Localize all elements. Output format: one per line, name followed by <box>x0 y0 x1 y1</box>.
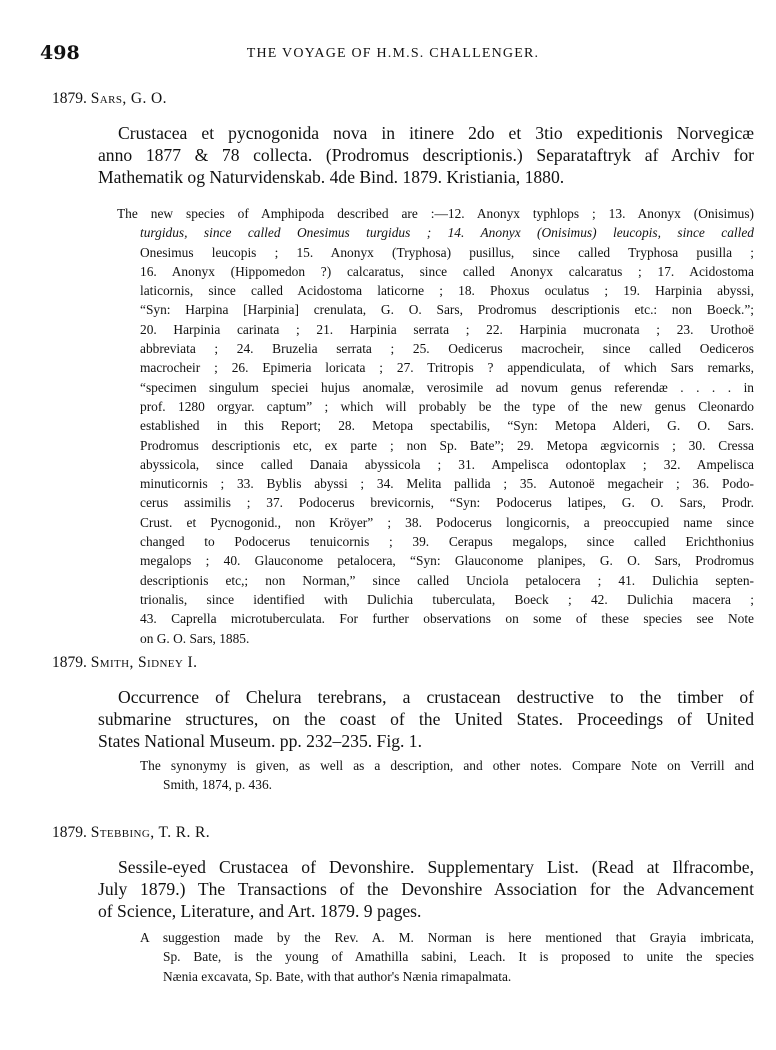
entry-author: Smith, Sidney I. <box>90 654 198 671</box>
note-line: 20. Harpinia carinata ; 21. Harpinia serrata ; 22. Harpinia mucronata ; 23. Urothoë <box>140 321 754 337</box>
note-line: changed to Podocerus tenuicornis ; 39. Cerapus megalops, since called Erichthonius <box>140 534 754 550</box>
title-line: July 1879.) The Transactions of the Devonshire Association for the Advancement <box>98 879 754 899</box>
note-line: established in this Report; 28. Metopa spectabilis, “Syn: Metopa Alderi, G. O. Sars. <box>140 418 754 434</box>
entry-author: Sars, G. O. <box>90 90 167 107</box>
entry-author: Stebbing, T. R. R. <box>90 824 211 841</box>
note-line: “specimen singulum speciei hujus anomalæ, verosimile ad novum genus referendæ . . . . in <box>140 379 754 395</box>
note-line: turgidus, since called Onesimus turgidus ; 14. Anonyx (Onisimus) leucopis, since called <box>140 225 754 241</box>
note-line: Nænia excavata, Sp. Bate, with that author's Nænia rimapalmata. <box>163 968 512 984</box>
note-line: trionalis, since identified with Dulichia tuberculata, Boeck ; 42. Dulichia macera ; <box>140 591 754 607</box>
entry-note <box>140 928 754 986</box>
entry-note <box>117 204 754 648</box>
note-line: cerus assimilis ; 37. Podocerus brevicornis, “Syn: Podocerus latipes, G. O. Sars, Prodr. <box>140 495 754 511</box>
title-line: anno 1877 & 78 collecta. (Prodromus descriptionis.) Separataftryk af Archiv for <box>98 145 754 165</box>
title-line: Crustacea et pycnogonida nova in itinere 2do et 3tio expeditionis Norvegicæ <box>118 123 754 143</box>
entry-heading <box>52 824 210 842</box>
note-line: The synonymy is given, as well as a description, and other notes. Compare Note on Verrill and <box>140 758 754 773</box>
note-line: Sp. Bate, is the young of Amathilla sabini, Leach. It is proposed to unite the species <box>163 949 754 965</box>
title-line: Mathematik og Naturvidenskab. 4de Bind. 1879. Kristiania, 1880. <box>98 167 565 187</box>
note-line: on G. O. Sars, 1885. <box>140 630 250 646</box>
note-line: Onesimus leucopis ; 15. Anonyx (Tryphosa) pusillus, since called Tryphosa pusilla ; <box>140 244 754 260</box>
note-line: The new species of Amphipoda described are :—12. Anonyx typhlops ; 13. Anonyx (Onisimus) <box>117 206 754 221</box>
title-line: States National Museum. pp. 232–235. Fig. 1. <box>98 731 423 751</box>
note-line: laticornis, since called Acidostoma laticorne ; 18. Phoxus oculatus ; 19. Harpinia abyssi, <box>140 283 754 299</box>
entry-heading <box>52 654 197 672</box>
note-line: minuticornis ; 33. Byblis abyssi ; 34. Melita pallida ; 35. Autonoë megacheir ; 36. Podo- <box>140 476 754 492</box>
entry-title <box>98 686 754 752</box>
note-line: descriptionis etc,; non Norman,” since called Unciola petalocera ; 41. Dulichia septen- <box>140 572 754 588</box>
note-line: abyssicola, since called Danaia abyssicola ; 31. Ampelisca odontoplax ; 32. Ampelisca <box>140 456 754 472</box>
note-line: Crust. et Pycnogonid., non Kröyer” ; 38. Podocerus longicornis, a preoccupied name since <box>140 514 754 530</box>
note-line: 16. Anonyx (Hippomedon ?) calcaratus, since called Anonyx calcaratus ; 17. Acidostoma <box>140 263 754 279</box>
note-line: “Syn: Harpina [Harpinia] crenulata, G. O. Sars, Prodromus descriptionis etc.: non Boeck.”; <box>140 302 754 318</box>
entry-note <box>140 756 754 795</box>
entry-year: 1879. <box>52 824 87 841</box>
page-number: 498 <box>40 42 80 64</box>
title-line: Occurrence of Chelura terebrans, a crustacean destructive to the timber of <box>118 687 754 707</box>
entry-title <box>98 856 754 922</box>
title-line: submarine structures, on the coast of the United States. Proceedings of United <box>98 709 754 729</box>
note-line: megalops ; 40. Glauconome petalocera, “Syn: Glauconome planipes, G. O. Sars, Prodromus <box>140 553 754 569</box>
entry-heading <box>52 90 167 108</box>
title-line: Sessile-eyed Crustacea of Devonshire. Supplementary List. (Read at Ilfracombe, <box>118 857 754 877</box>
note-line: prof. 1280 orgyar. captum” ; which will probably be the type of the new genus Cleonardo <box>140 398 754 414</box>
entry-year: 1879. <box>52 654 87 671</box>
page-header <box>40 42 746 68</box>
running-title: THE VOYAGE OF H.M.S. CHALLENGER. <box>246 46 540 61</box>
note-line: macrocheir ; 26. Epimeria loricata ; 27. Tritropis ? appendiculata, of which Sars remarks, <box>140 360 754 376</box>
note-line: Smith, 1874, p. 436. <box>163 777 272 793</box>
title-line: of Science, Literature, and Art. 1879. 9 pages. <box>98 901 422 921</box>
note-line: A suggestion made by the Rev. A. M. Norman is here mentioned that Grayia imbricata, <box>140 930 754 945</box>
entry-title <box>98 122 754 188</box>
note-line: abbreviata ; 24. Bruzelia serrata ; 25. Oedicerus macrocheir, since called Oediceros <box>140 341 754 357</box>
note-line: Prodromus descriptionis etc, ex parte ; non Sp. Bate”; 29. Metopa ægvicornis ; 30. Cressa <box>140 437 754 453</box>
entry-year: 1879. <box>52 90 87 107</box>
note-line: 43. Caprella microtuberculata. For further observations on some of these species see Note <box>140 611 754 627</box>
